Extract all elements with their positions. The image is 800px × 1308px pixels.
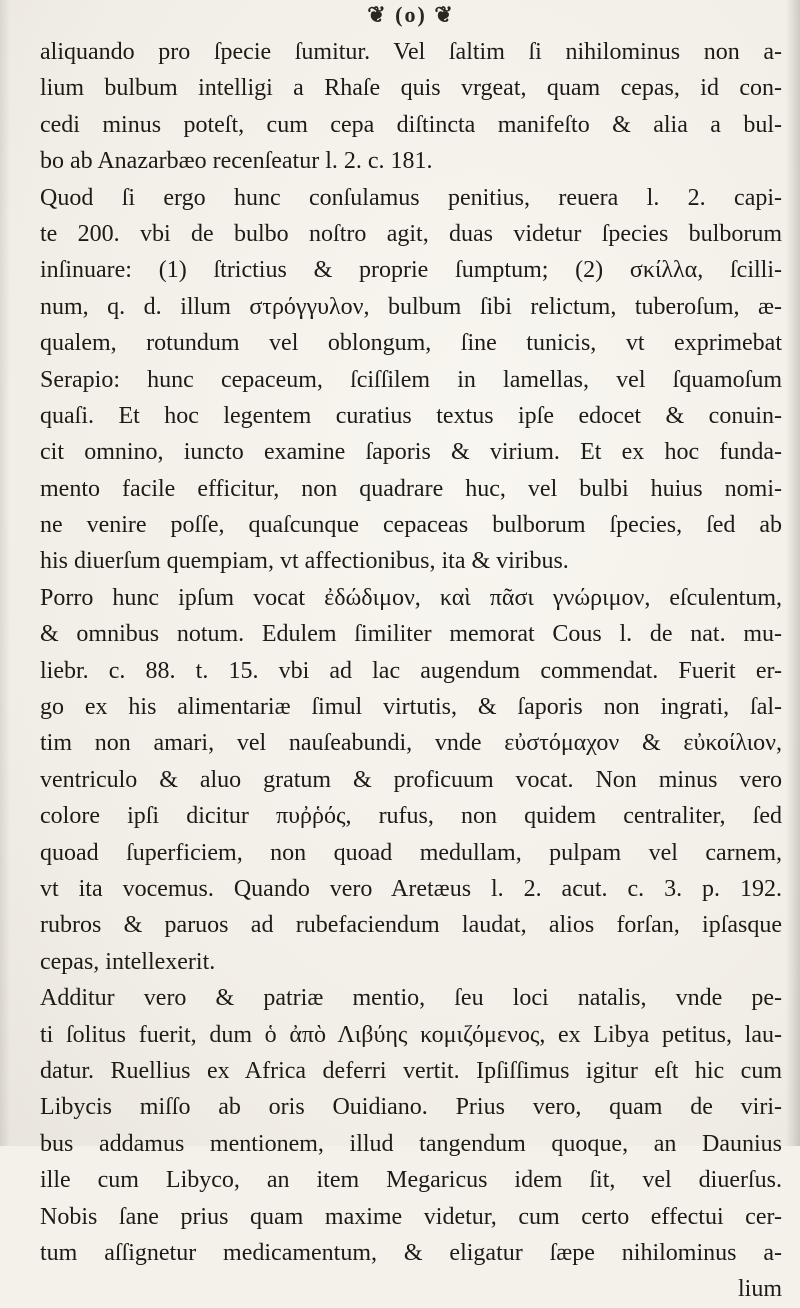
text-line: tum aſſignetur medicamentum, & eligatur ſæpe nihilominus a-	[40, 1239, 782, 1266]
text-line: Additur vero & patriæ mentio, ſeu loci natalis, vnde pe-	[40, 985, 782, 1012]
page-edge-shadow	[786, 0, 800, 1146]
catchword: lium	[737, 1276, 782, 1303]
text-line: tim non amari, vel nauſeabundi, vnde εὐστόμαχον & εὐκοίλιον,	[40, 730, 782, 757]
text-line: & omnibus notum. Edulem ſimiliter memorat Cous l. de nat. mu-	[40, 621, 782, 648]
text-line: rubros & paruos ad rubefaciendum laudat, alios forſan, ipſasque	[40, 912, 782, 939]
text-line: ille cum Libyco, an item Megaricus idem ſit, vel diuerſus.	[40, 1167, 782, 1194]
binding-shadow	[0, 0, 10, 1146]
text-line: quaſi. Et hoc legentem curatius textus ipſe edocet & conuin-	[40, 402, 782, 429]
text-line: num, q. d. illum στρόγγυλον, bulbum ſibi relictum, tuberoſum, æ-	[40, 293, 782, 320]
text-line: aliquando pro ſpecie ſumitur. Vel ſaltim ſi nihilominus non a-	[40, 39, 782, 65]
text-line: ne venire poſſe, quaſcunque cepaceas bulborum ſpecies, ſed ab	[40, 512, 782, 539]
page-header-ornament: ❦ (o) ❦	[367, 2, 455, 27]
text-line: te 200. vbi de bulbo noſtro agit, duas videtur ſpecies bulborum	[40, 220, 782, 247]
text-line: mento facile efficitur, non quadrare huc, vel bulbi huius nomi-	[40, 475, 782, 502]
text-line: Quod ſi ergo hunc conſulamus penitius, reuera l. 2. capi-	[40, 184, 782, 211]
text-line: Serapio: hunc cepaceum, ſciſſilem in lamellas, vel ſquamoſum	[40, 366, 782, 393]
text-line: vt ita vocemus. Quando vero Aretæus l. 2. acut. c. 3. p. 192.	[40, 875, 782, 902]
text-line: cepas, intellexerit.	[40, 948, 216, 975]
text-line: Libycis miſſo ab oris Ouidiano. Prius vero, quam de viri-	[40, 1094, 782, 1121]
text-line: bo ab Anazarbæo recenſeatur l. 2. c. 181.	[40, 148, 433, 175]
text-line: qualem, rotundum vel oblongum, ſine tunicis, vt exprimebat	[40, 330, 782, 357]
text-line: Porro hunc ipſum vocat ἐδώδιμον, καὶ πᾶσι γνώριμον, eſculentum,	[40, 584, 782, 611]
text-line: quoad ſuperficiem, non quoad medullam, pulpam vel carnem,	[40, 839, 782, 866]
text-line: ventriculo & aluo gratum & proficuum vocat. Non minus vero	[40, 766, 782, 793]
text-line: colore ipſi dicitur πυῤῥός, rufus, non quidem centraliter, ſed	[40, 803, 782, 830]
text-line: Nobis ſane prius quam maxime videtur, cum certo effectui cer-	[40, 1203, 782, 1230]
body-text	[40, 32, 782, 1308]
text-line: cit omnino, iuncto examine ſaporis & virium. Et ex hoc funda-	[40, 439, 782, 466]
text-line: inſinuare: (1) ſtrictius & proprie ſumptum; (2) σκίλλα, ſcilli-	[40, 257, 782, 284]
text-line: his diuerſum quempiam, vt affectionibus, ita & viribus.	[40, 548, 569, 575]
text-line: ti ſolitus fuerit, dum ὁ ἀπὸ Λιβύης κομιζόμενος, ex Libya petitus, lau-	[40, 1021, 782, 1048]
text-line: lium bulbum intelligi a Rhaſe quis vrgeat, quam cepas, id con-	[40, 75, 782, 102]
text-line: datur. Ruellius ex Africa deferri vertit. Ipſiſſimus igitur eſt hic cum	[40, 1057, 782, 1084]
text-line: cedi minus poteſt, cum cepa diſtincta manifeſto & alia a bul-	[40, 111, 782, 138]
text-line: liebr. c. 88. t. 15. vbi ad lac augendum commendat. Fuerit er-	[40, 657, 782, 684]
page-header	[40, 0, 782, 32]
text-line: bus addamus mentionem, illud tangendum quoque, an Daunius	[40, 1130, 782, 1157]
text-line: go ex his alimentariæ ſimul virtutis, & ſaporis non ingrati, ſal-	[40, 694, 782, 721]
